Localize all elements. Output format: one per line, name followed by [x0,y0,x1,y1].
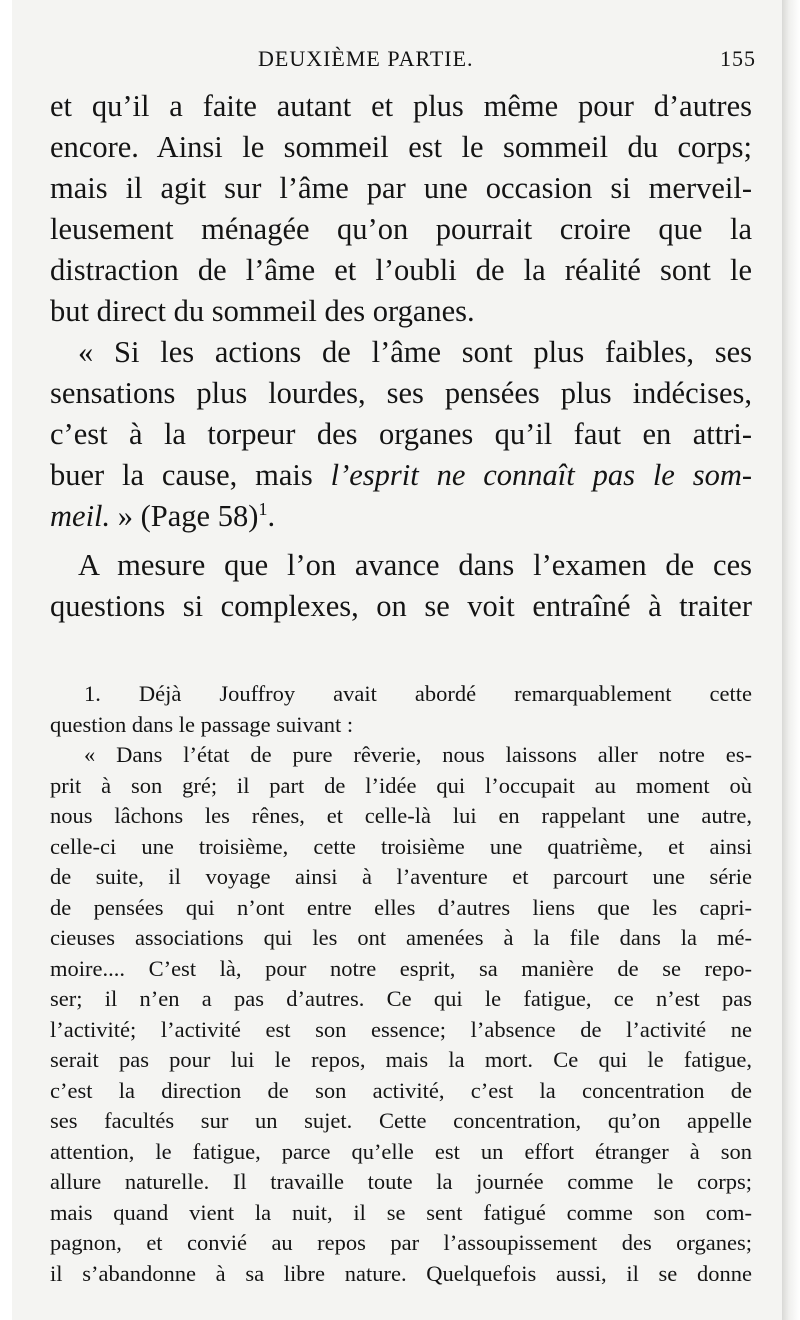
page-header [12,42,782,76]
footnote-line: de pensées qui n’ont entre elles d’autres liens que les capri- [50,894,752,920]
footnote-line: mais quand vient la nuit, il se sent fatigué comme son com- [50,1199,752,1225]
page-edge-shadow [782,0,800,1320]
text-line: et qu’il a faite autant et plus même pour d’autres [50,89,752,123]
footnote-line: « Dans l’état de pure rêverie, nous laissons aller notre es- [84,742,752,767]
text-line: « Si les actions de l’âme sont plus faibles, ses [78,335,752,369]
text-line [50,496,752,537]
footnote-line: cieuses associations qui les ont amenées à la file dans la mé- [50,925,752,950]
text-line: A mesure que l’on avance dans l’examen de ces [78,548,752,582]
footnote-line: ses facultés sur un sujet. Cette concentration, qu’on appelle [50,1108,752,1133]
footnote-line: nous lâchons les rênes, et celle-là lui en rappelant une autre, [50,803,752,828]
footnote-line: question dans le passage suivant : [50,711,354,737]
footnote-line: attention, le fatigue, parce qu’elle est un effort étranger à son [50,1138,752,1164]
text-line: but direct du sommeil des organes. [50,294,475,328]
italic-quote: l’esprit ne connaît pas le som- [330,458,753,492]
text-segment: . [267,499,276,533]
footnote-line: serait pas pour lui le repos, mais la mort. Ce qui le fatigue, [50,1047,752,1072]
footnote-line: ser; il n’en a pas d’autres. Ce qui le fatigue, ce n’est pas [50,986,752,1011]
footnote-line: celle-ci une troisième, cette troisième une quatrième, et ainsi [50,833,752,859]
footnote-line: c’est la direction de son activité, c’est la concentration de [50,1077,752,1103]
footnote-line: allure naturelle. Il travaille toute la journée comme le corps; [50,1169,752,1194]
footnote-line: pagnon, et convié au repos par l’assoupissement des organes; [50,1230,752,1255]
footnote-line: de suite, il voyage ainsi à l’aventure et parcourt une série [50,864,752,889]
main-text [50,86,752,627]
text-line: distraction de l’âme et l’oubli de la réalité sont le [50,253,752,287]
text-line [50,455,752,496]
text-line: mais il agit sur l’âme par une occasion si merveil- [50,171,752,205]
footnote-line: l’activité; l’activité est son essence; l’absence de l’activité ne [50,1016,752,1042]
text-line: questions si complexes, on se voit entraîné à traiter [50,589,752,623]
running-head: DEUXIÈME PARTIE. [258,46,474,71]
footnote [50,679,752,1289]
page-number: 155 [720,46,756,71]
text-line: c’est à la torpeur des organes qu’il faut en attri- [50,417,752,451]
footnote-marker: 1 [258,498,268,519]
text-line: encore. Ainsi le sommeil est le sommeil du corps; [50,130,752,164]
footnote-line: 1. Déjà Jouffroy avait abordé remarquablement cette [84,681,752,706]
text-line: leusement ménagée qu’on pourrait croire que la [50,212,752,246]
text-line: sensations plus lourdes, ses pensées plus indécises, [50,376,752,410]
footnote-line: il s’abandonne à sa libre nature. Quelquefois aussi, il se donne [50,1260,752,1286]
text-segment: buer la cause, mais [50,458,313,492]
book-page [12,0,782,1320]
page-reference: » (Page 58) [110,499,259,533]
italic-quote: meil. [50,499,111,533]
footnote-line: prit à son gré; il part de l’idée qui l’occupait au moment où [50,772,752,798]
footnote-line: moire.... C’est là, pour notre esprit, sa manière de se repo- [50,955,752,981]
